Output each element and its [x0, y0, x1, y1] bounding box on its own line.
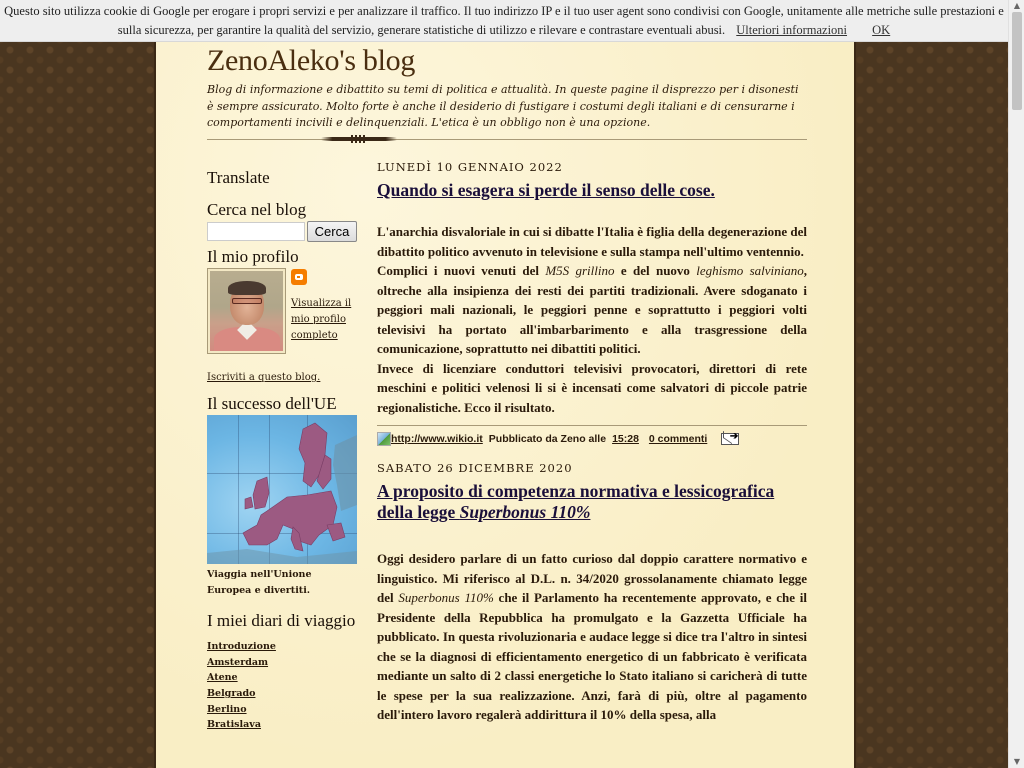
text-run: , oltreche alla insipienza dei resti dei partiti tradizionali. Avere sdoganato i peggiori mali nazionali, le peggiori penne e soprattutto i peggiori volti televisivi ha portato all'imbarbarimento e alla trasgressione della comunicazione, soprattutto nei dibattiti politici.: [377, 263, 808, 356]
diary-link-amsterdam[interactable]: Amsterdam: [207, 656, 269, 668]
italic-text: Superbonus 110%: [459, 502, 591, 522]
broken-image-icon: [377, 432, 391, 446]
content-column: [154, 42, 856, 768]
posts-column: [377, 160, 807, 725]
search-widget-title: Cerca nel blog: [207, 200, 307, 219]
italic-text: Superbonus 110%: [398, 590, 494, 605]
profile-widget: [207, 268, 357, 354]
sidebar: [207, 168, 357, 730]
post-title-link[interactable]: Quando si esagera si perde il senso delle cose.: [377, 180, 715, 200]
post-paragraph: [377, 261, 807, 359]
search-input[interactable]: [207, 222, 305, 241]
wikio-link[interactable]: http://www.wikio.it: [391, 433, 483, 445]
blog-description: Blog di informazione e dibattito su temi di politica e attualità. In queste pagine il disprezzo per i disonesti è sempre assicurato. Molto forte è anche il desiderio di fustigare i costumi degli italiani e di censurarne i comportamenti incivili e delinquenziali. L'etica è un obbligo non è una opzione.: [207, 83, 799, 129]
scroll-down-arrow-icon[interactable]: ▼: [1013, 757, 1021, 766]
post-footer: [377, 425, 807, 447]
text-run: che il Parlamento ha recentemente approvato, e che il Presidente della Repubblica ha promulgato e la Gazzetta Ufficiale ha pubblicato. In questa rivoluzionaria e audace legge si dice tra l'altro in sintesi che se la diagnosi di efficientamento energetico di un fabbricato è verificata mediante un salto di 2 classi energetiche lo Stato italiano si caricherà di tutte le spese per la sua realizzazione. Anzi, farà di più, oltre al pagamento dell'intero lavoro regalerà addirittura il 10% della spesa, alla: [377, 590, 807, 722]
blog-post: [377, 461, 807, 725]
text-run: Complici i nuovi venuti del: [377, 263, 546, 278]
search-button[interactable]: Cerca: [307, 221, 357, 242]
list-item: [207, 636, 357, 652]
post-paragraph: [377, 549, 807, 725]
search-form: [207, 222, 357, 242]
blog-header: [207, 42, 807, 132]
italic-text: leghismo salviniano: [696, 263, 804, 278]
post-body: [377, 549, 807, 725]
list-item: [207, 652, 357, 668]
vertical-scrollbar[interactable]: [1008, 0, 1024, 768]
blog-title[interactable]: ZenoAleko's blog: [207, 44, 416, 77]
diary-link-belgrado[interactable]: Belgrado: [207, 688, 256, 700]
view-profile-link[interactable]: Visualizza il mio profilo completo: [291, 298, 352, 341]
header-divider: [207, 139, 807, 140]
text-run: e del nuovo: [614, 263, 697, 278]
cookie-notice-text: Questo sito utilizza cookie di Google per erogare i propri servizi e per analizzare il traffico. Il tuo indirizzo IP e il tuo user agent sono condivisi con Google, unitamente alle metriche sulle prestazioni e sulla sicurezza, per garantire la qualità del servizio, generare statistiche di utilizzo e rilevare e contrastare eventuali abusi.: [4, 4, 1004, 37]
post-time-link[interactable]: 15:28: [612, 433, 639, 445]
scroll-up-arrow-icon[interactable]: ▲: [1013, 1, 1021, 10]
comments-link[interactable]: 0 commenti: [648, 433, 708, 445]
eu-map-image[interactable]: [207, 415, 357, 564]
text-run: Oggi desidero parlare di un fatto curioso dal doppio carattere normativo e linguistico. Mi riferisco al D.L. n. 34/2020 grossolanamente chiamato legge del: [377, 551, 807, 605]
eu-caption: Viaggia nell'Unione Europea e divertiti.: [207, 569, 312, 596]
list-item: [207, 714, 357, 730]
post-date: SABATO 26 DICEMBRE 2020: [377, 461, 573, 475]
scrollbar-thumb[interactable]: [1012, 12, 1022, 110]
list-item: [207, 683, 357, 699]
post-paragraph: L'anarchia disvaloriale in cui si dibatte l'Italia è figlia della degenerazione del dibattito politico avvenuto in televisione e sulla stampa nell'ultimo ventennio.: [377, 224, 807, 259]
diaries-widget-title: I miei diari di viaggio: [207, 611, 356, 630]
text-run: A proposito di competenza normativa e lessicografica della legge: [377, 481, 775, 522]
cookie-consent-bar: [0, 0, 1008, 42]
post-date: LUNEDÌ 10 GENNAIO 2022: [377, 160, 563, 174]
avatar-glasses: [232, 298, 262, 304]
blog-post: [377, 160, 807, 447]
cookie-ok-button[interactable]: OK: [872, 23, 891, 37]
post-title: [377, 481, 807, 523]
profile-photo[interactable]: [207, 268, 286, 354]
blogger-icon[interactable]: [291, 269, 307, 285]
italic-text: M5S grillino: [545, 263, 615, 278]
eu-countries-shape: [207, 415, 357, 564]
diary-link-bratislava[interactable]: Bratislava: [207, 719, 261, 731]
translate-widget-title: Translate: [207, 168, 270, 187]
avatar: [210, 271, 283, 351]
diary-link-introduzione[interactable]: Introduzione: [207, 641, 276, 652]
posted-by-text: Pubblicato da Zeno alle: [488, 433, 607, 445]
profile-widget-title: Il mio profilo: [207, 247, 299, 266]
list-item: [207, 667, 357, 683]
diary-link-atene[interactable]: Atene: [207, 672, 238, 684]
diaries-list: [207, 636, 357, 730]
avatar-hair: [228, 281, 266, 295]
more-info-link[interactable]: Ulteriori informazioni: [736, 23, 848, 37]
subscribe-link[interactable]: Iscriviti a questo blog.: [207, 372, 321, 383]
post-body: [377, 222, 807, 417]
post-paragraph: Invece di licenziare conduttori televisivi provocatori, direttori di rete meschini e politici velenosi li si è incensati come salvatori di piccole patrie regionalistiche. Ecco il risultato.: [377, 360, 807, 415]
email-post-icon[interactable]: [721, 433, 739, 445]
post-title-link[interactable]: [377, 481, 774, 522]
eu-widget-title: Il successo dell'UE: [207, 394, 337, 413]
divider-ornament-icon: [321, 137, 397, 141]
diary-link-berlino[interactable]: Berlino: [207, 703, 247, 715]
post-title: [377, 180, 807, 201]
list-item: [207, 699, 357, 715]
profile-links: [291, 268, 357, 354]
